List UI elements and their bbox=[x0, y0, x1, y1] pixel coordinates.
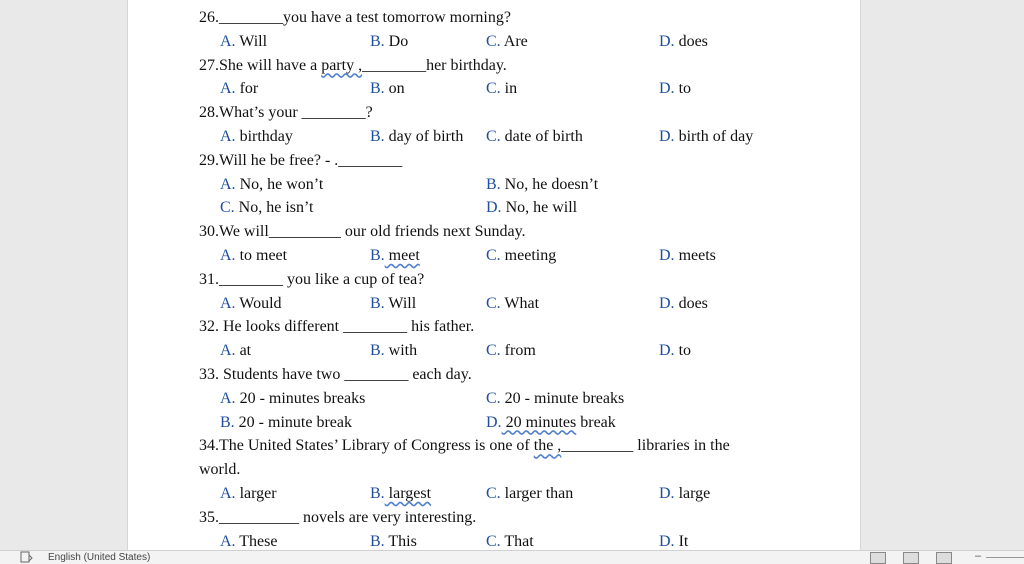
question-text: 34.The United States’ Library of Congress is one of bbox=[199, 437, 534, 455]
option-text: to meet bbox=[235, 246, 288, 264]
view-buttons bbox=[870, 551, 966, 564]
option-text: birth of day bbox=[674, 127, 754, 145]
answer-option bbox=[370, 482, 431, 506]
option-letter: D. bbox=[659, 32, 675, 50]
option-text: in bbox=[500, 80, 518, 98]
question-line bbox=[199, 363, 850, 387]
document-check-icon[interactable] bbox=[20, 551, 34, 563]
option-text: What bbox=[500, 294, 540, 312]
option-letter: A. bbox=[220, 294, 236, 312]
question-text: party , bbox=[321, 56, 363, 74]
question-text: you have a test tomorrow morning? bbox=[283, 9, 511, 26]
option-text: Do bbox=[384, 32, 409, 50]
answer-option bbox=[370, 339, 417, 363]
answer-option bbox=[370, 30, 408, 54]
question-text: his father. bbox=[407, 318, 475, 336]
answer-option bbox=[370, 292, 416, 316]
option-letter: A. bbox=[220, 342, 236, 360]
answer-option bbox=[220, 173, 323, 197]
question-text: ? bbox=[365, 104, 373, 122]
option-text: That bbox=[500, 532, 534, 550]
option-text: day of birth bbox=[384, 127, 464, 145]
option-letter: A. bbox=[220, 175, 236, 193]
answer-option bbox=[659, 125, 753, 149]
option-letter: C. bbox=[486, 342, 501, 360]
option-letter: C. bbox=[486, 127, 501, 145]
option-letter: C. bbox=[486, 294, 501, 312]
question-line bbox=[199, 149, 850, 173]
answer-blank: ________ bbox=[219, 270, 283, 288]
question-line bbox=[199, 220, 850, 244]
option-text: does bbox=[674, 32, 708, 50]
option-letter: C. bbox=[486, 484, 501, 502]
answer-option bbox=[220, 77, 258, 101]
question-line bbox=[199, 101, 850, 125]
option-letter: D. bbox=[486, 413, 502, 431]
option-text: does bbox=[674, 294, 708, 312]
option-text: for bbox=[235, 80, 259, 98]
option-letter: C. bbox=[486, 532, 501, 550]
option-text: No, he won’t bbox=[235, 175, 324, 193]
option-letter: B. bbox=[370, 80, 385, 98]
answer-blank: ________ bbox=[344, 365, 409, 383]
answer-option bbox=[220, 339, 251, 363]
option-text: These bbox=[235, 532, 278, 550]
option-text: with bbox=[384, 342, 418, 360]
option-text: This bbox=[384, 532, 417, 550]
answer-option bbox=[486, 387, 624, 411]
options-line bbox=[199, 339, 850, 363]
answer-option bbox=[659, 339, 691, 363]
option-letter: B. bbox=[370, 246, 385, 264]
answer-option bbox=[220, 411, 352, 435]
answer-option bbox=[220, 30, 267, 54]
read-mode-button[interactable] bbox=[870, 552, 886, 564]
question-text: 31. bbox=[199, 270, 219, 288]
option-text: Will bbox=[384, 294, 417, 312]
question-text: libraries in the bbox=[633, 437, 730, 455]
options-line bbox=[199, 244, 850, 268]
option-letter: A. bbox=[220, 127, 236, 145]
answer-option bbox=[659, 244, 716, 268]
options-line bbox=[199, 292, 850, 316]
option-letter: C. bbox=[486, 246, 501, 264]
zoom-out-button[interactable]: – bbox=[975, 550, 982, 562]
answer-option bbox=[220, 125, 293, 149]
option-text: meeting bbox=[500, 246, 557, 264]
option-text: Are bbox=[500, 32, 528, 50]
option-letter: D. bbox=[659, 532, 675, 550]
option-letter: B. bbox=[220, 413, 235, 431]
answer-option bbox=[486, 125, 583, 149]
answer-option bbox=[486, 196, 577, 220]
option-letter: D. bbox=[659, 484, 675, 502]
answer-option bbox=[220, 482, 277, 506]
options-line bbox=[199, 387, 850, 411]
question-text: novels are very interesting. bbox=[299, 508, 477, 526]
option-text: birthday bbox=[235, 127, 293, 145]
question-text: each day. bbox=[408, 365, 472, 383]
option-text: to bbox=[674, 80, 692, 98]
option-letter: C. bbox=[486, 32, 501, 50]
answer-blank: ________ bbox=[338, 151, 403, 169]
question-text: 30.We will bbox=[199, 223, 269, 241]
answer-option bbox=[220, 244, 287, 268]
question-text: her birthday. bbox=[426, 56, 507, 74]
option-text: larger bbox=[235, 484, 277, 502]
option-letter: C. bbox=[486, 80, 501, 98]
options-line bbox=[199, 482, 850, 506]
option-letter: B. bbox=[370, 532, 385, 550]
answer-option bbox=[486, 292, 539, 316]
options-line bbox=[199, 196, 850, 220]
option-letter: D. bbox=[659, 127, 675, 145]
answer-option bbox=[659, 292, 708, 316]
option-text: It bbox=[674, 532, 689, 550]
answer-option bbox=[220, 387, 365, 411]
option-text: 20 - minute break bbox=[234, 413, 352, 431]
option-text: Will bbox=[235, 32, 268, 50]
document-page bbox=[127, 0, 861, 551]
language-indicator[interactable]: English (United States) bbox=[48, 552, 151, 563]
option-text: break bbox=[576, 413, 616, 431]
print-layout-button[interactable] bbox=[903, 552, 919, 564]
option-letter: B. bbox=[370, 32, 385, 50]
question-text: the , bbox=[533, 437, 562, 455]
question-text: world. bbox=[199, 461, 241, 479]
question-text: our old friends next Sunday. bbox=[340, 223, 526, 241]
option-letter: D. bbox=[659, 342, 675, 360]
answer-option bbox=[370, 244, 420, 268]
question-text: 32. He looks different bbox=[199, 318, 344, 336]
option-text: No, he will bbox=[501, 199, 578, 217]
answer-blank: ________ bbox=[362, 56, 427, 74]
question-line bbox=[199, 315, 850, 339]
answer-option bbox=[220, 292, 282, 316]
option-text: meet bbox=[384, 246, 420, 264]
option-letter: A. bbox=[220, 484, 236, 502]
option-text: on bbox=[384, 80, 405, 98]
answer-blank: ________ bbox=[343, 318, 408, 336]
option-text: meets bbox=[674, 246, 716, 264]
option-text: 20 - minutes breaks bbox=[235, 389, 366, 407]
option-letter: D. bbox=[659, 246, 675, 264]
answer-blank: ________ bbox=[219, 9, 283, 26]
option-letter: B. bbox=[486, 175, 501, 193]
question-text: 33. Students have two bbox=[199, 365, 345, 383]
options-line bbox=[199, 77, 850, 101]
option-letter: D. bbox=[486, 199, 502, 217]
options-line bbox=[199, 411, 850, 435]
question-text: 35. bbox=[199, 508, 219, 526]
options-line bbox=[199, 173, 850, 197]
answer-blank: ________ bbox=[301, 104, 366, 122]
option-letter: B. bbox=[370, 484, 385, 502]
option-text: 20 minutes bbox=[501, 413, 577, 431]
question-list bbox=[199, 6, 850, 553]
question-line bbox=[199, 506, 850, 530]
answer-option bbox=[486, 77, 517, 101]
option-text: from bbox=[500, 342, 536, 360]
status-bar bbox=[0, 550, 1024, 564]
option-text: largest bbox=[384, 484, 432, 502]
answer-option bbox=[659, 482, 710, 506]
option-text: at bbox=[235, 342, 252, 360]
answer-option bbox=[486, 244, 556, 268]
answer-option bbox=[659, 77, 691, 101]
option-letter: A. bbox=[220, 389, 236, 407]
question-line bbox=[199, 54, 850, 78]
option-letter: A. bbox=[220, 32, 236, 50]
question-text: 26. bbox=[199, 9, 219, 26]
option-text: Would bbox=[235, 294, 282, 312]
option-letter: A. bbox=[220, 532, 236, 550]
option-letter: B. bbox=[370, 127, 385, 145]
option-text: larger than bbox=[500, 484, 574, 502]
web-layout-button[interactable] bbox=[936, 552, 952, 564]
question-text: 27.She will have a bbox=[199, 56, 322, 74]
question-text: 28.What’s your bbox=[199, 104, 302, 122]
answer-option bbox=[220, 196, 313, 220]
option-text: 20 - minute breaks bbox=[500, 389, 625, 407]
question-line bbox=[199, 6, 850, 30]
answer-blank: __________ bbox=[219, 508, 299, 526]
answer-option bbox=[370, 125, 463, 149]
answer-blank: _________ bbox=[561, 437, 634, 455]
question-line bbox=[199, 458, 850, 482]
question-line bbox=[199, 268, 850, 292]
option-text: No, he isn’t bbox=[234, 199, 314, 217]
option-letter: A. bbox=[220, 80, 236, 98]
question-line bbox=[199, 434, 850, 458]
question-text: you like a cup of tea? bbox=[283, 270, 425, 288]
answer-option bbox=[659, 30, 708, 54]
option-letter: A. bbox=[220, 246, 236, 264]
options-line bbox=[199, 125, 850, 149]
answer-blank: _________ bbox=[268, 223, 341, 241]
option-text: to bbox=[674, 342, 692, 360]
option-letter: B. bbox=[370, 294, 385, 312]
answer-option bbox=[486, 411, 616, 435]
answer-option bbox=[486, 30, 528, 54]
option-letter: B. bbox=[370, 342, 385, 360]
option-letter: D. bbox=[659, 294, 675, 312]
option-letter: D. bbox=[659, 80, 675, 98]
answer-option bbox=[486, 173, 598, 197]
answer-option bbox=[486, 482, 573, 506]
zoom-slider[interactable] bbox=[986, 557, 1024, 558]
question-text: 29.Will he be free? - . bbox=[199, 151, 339, 169]
answer-option bbox=[486, 339, 536, 363]
option-text: No, he doesn’t bbox=[500, 175, 599, 193]
answer-option bbox=[370, 77, 405, 101]
option-text: date of birth bbox=[500, 127, 583, 145]
option-text: large bbox=[674, 484, 711, 502]
options-line bbox=[199, 30, 850, 54]
option-letter: C. bbox=[220, 199, 235, 217]
option-letter: C. bbox=[486, 389, 501, 407]
